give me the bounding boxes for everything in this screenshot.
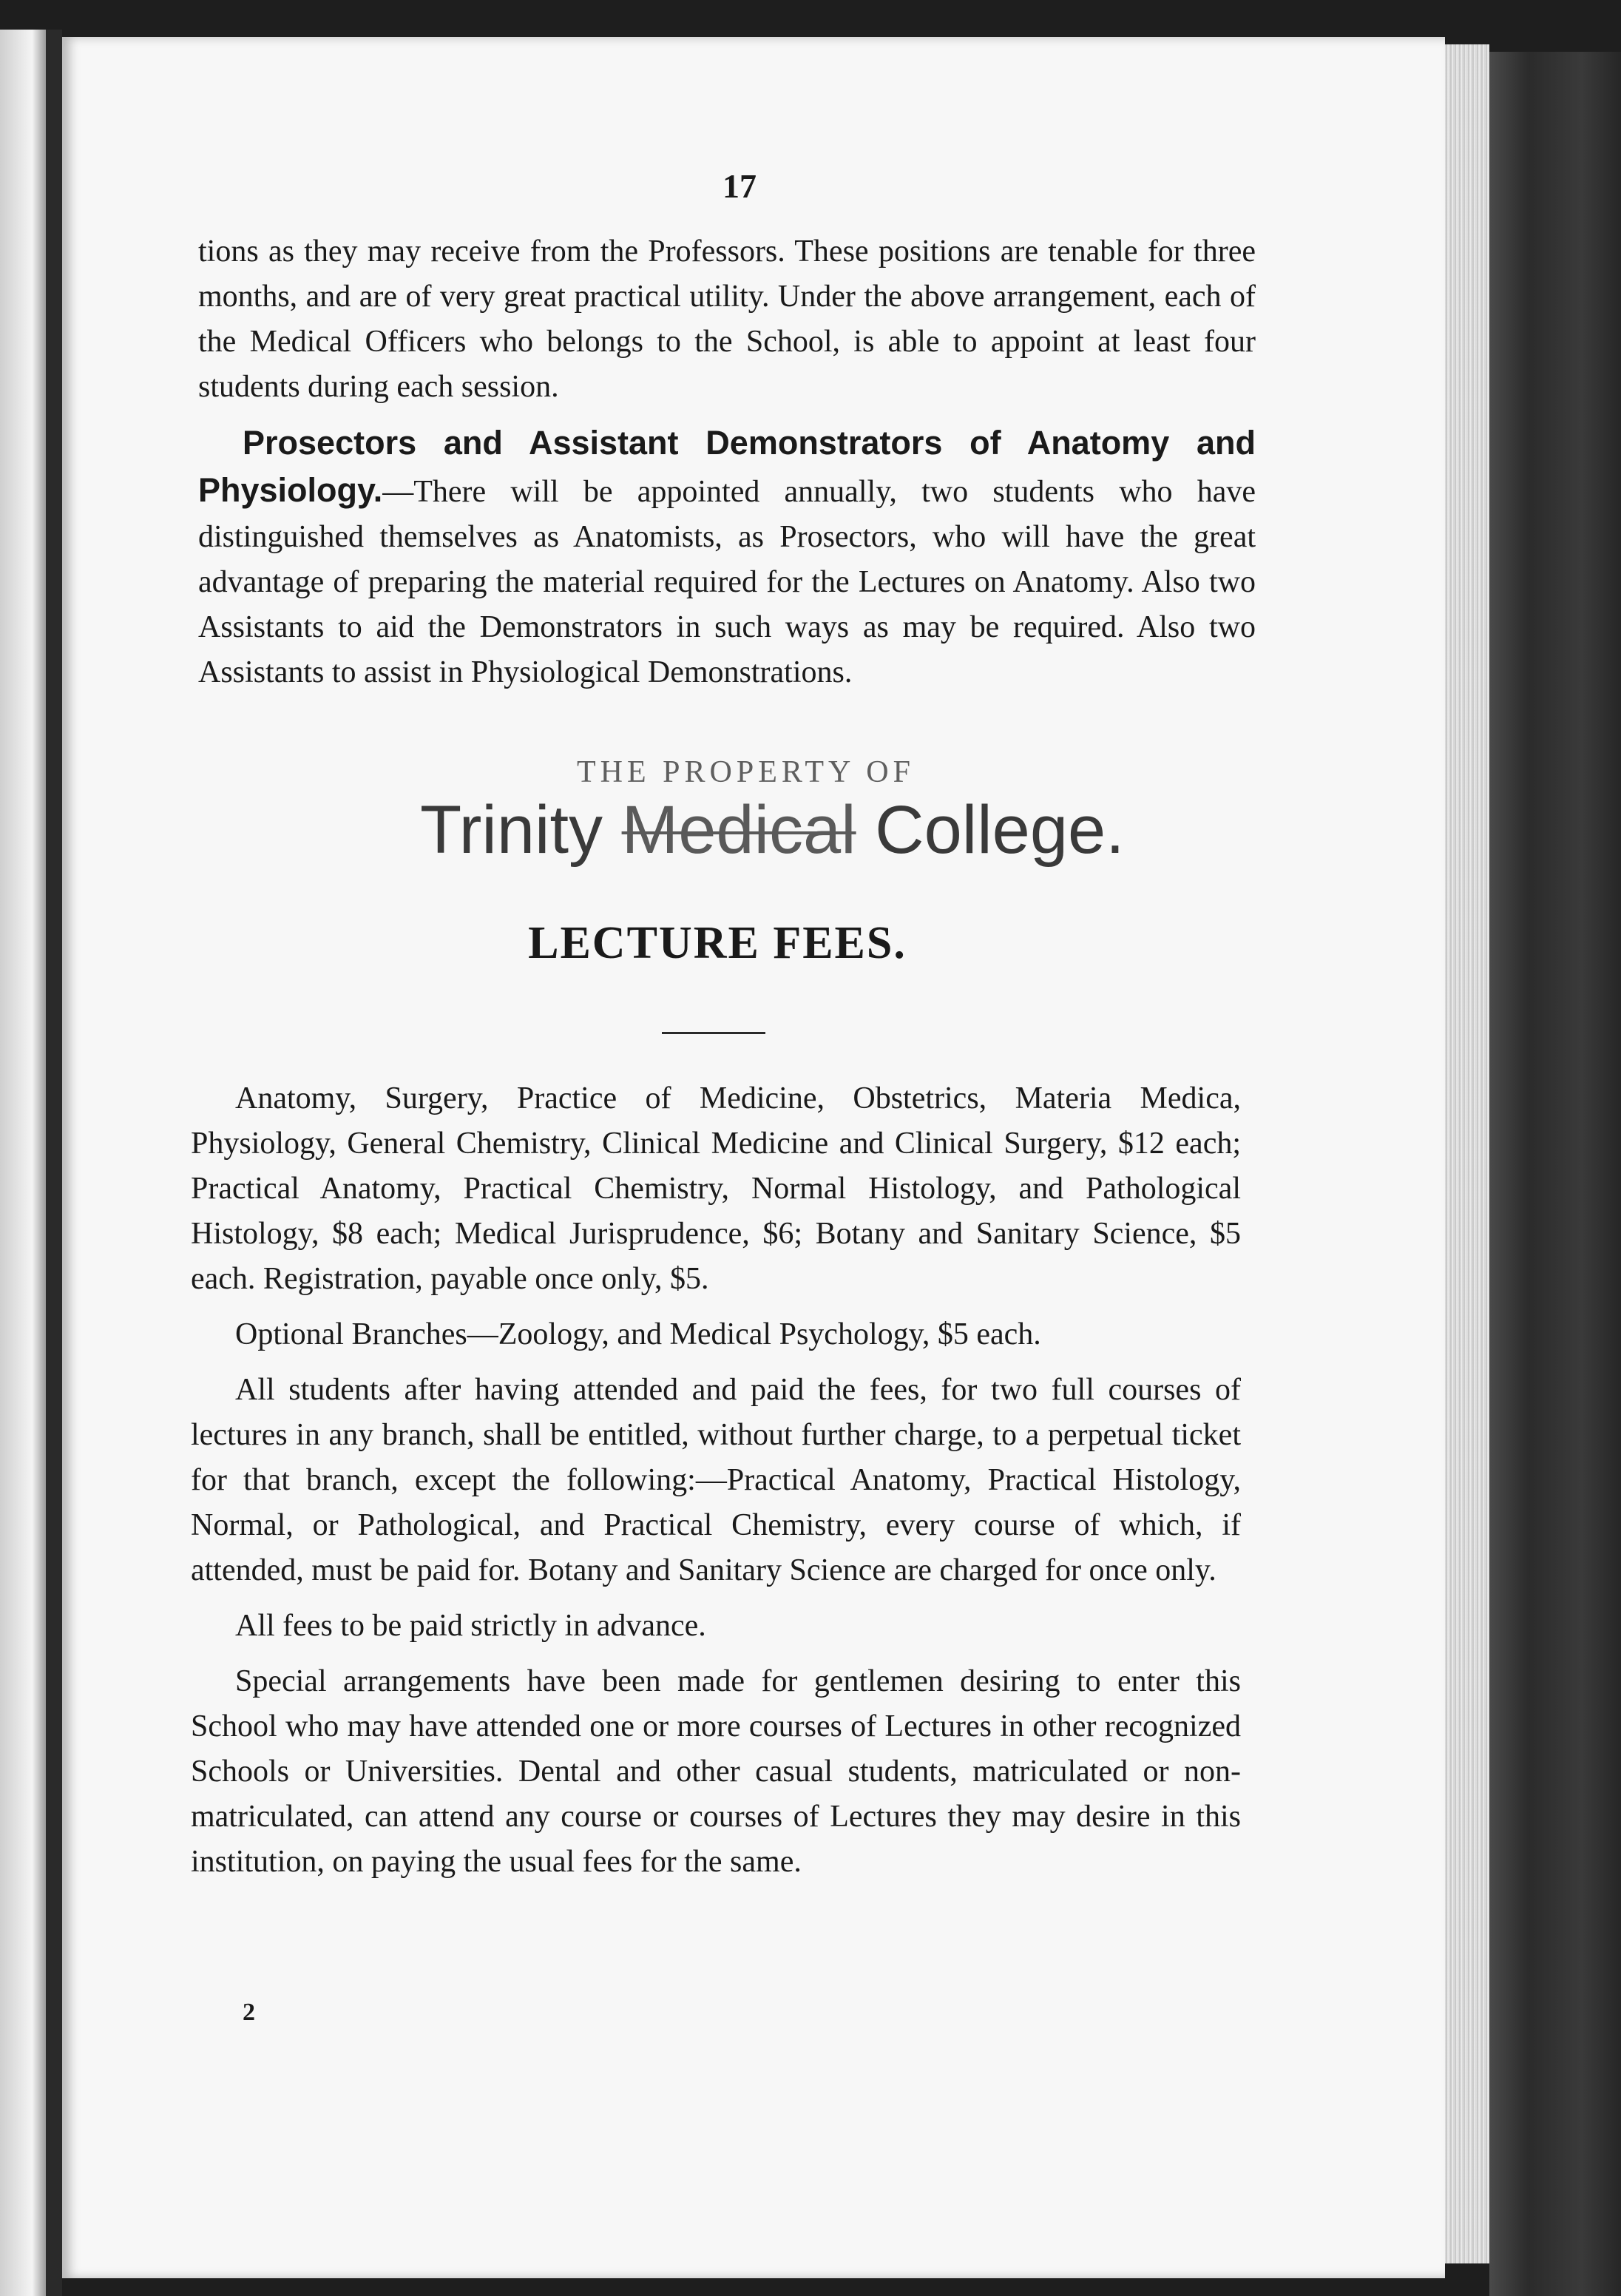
prosectors-heading: Prosectors and Assistant Demonstrators of Anatomy and Physiology. [198,424,1256,509]
advance-payment-paragraph: All fees to be paid strictly in advance. [235,1609,706,1643]
page-stack-edges [1445,44,1489,2263]
page-number: 17 [722,167,757,205]
top-text-block [198,229,1256,706]
stamp-name-struck: Medical [621,792,856,868]
stamp-name-end: College. [875,792,1125,868]
book-gutter [46,30,62,2296]
fees-paragraph: Anatomy, Surgery, Practice of Medicine, Obstetrics, Materia Medica, Physiology, General Chemistry, Clinical Medicine and Clinical Surgery, $12 each; Practical Anatomy, Practical Chemistry, Normal Histology, and Pathological Histology, $8 each; Medical Jurisprudence, $6; Botany and Sanitary Science, $5 each. Registration, payable once only, $5. [191,1081,1241,1296]
special-arrangements-paragraph: Special arrangements have been made for gentlemen desiring to enter this School who may have attended one or more courses of Lectures in other recognized Schools or Universities. Dental and other casual students, matriculated or non-matriculated, can attend any course or courses of Lectures they may desire in this institution, on paying the usual fees for the same. [191,1664,1241,1879]
optional-branches-paragraph: Optional Branches—Zoology, and Medical Psychology, $5 each. [235,1317,1041,1351]
prosectors-text: —There will be appointed annually, two students who have distinguished themselves as Anatomists, as Prosectors, who will have the great advantage of preparing the material required for the Lectures on Anatomy. Also two Assistants to aid the Demonstrators in such ways as may be required. Also two Assistants to assist in Physiological Demonstrations. [198,475,1256,689]
section-heading: LECTURE FEES. [528,918,907,968]
fees-text-block [191,1076,1241,1895]
stamp-name-start: Trinity [420,792,603,868]
book-cover-edge [1489,52,1621,2296]
signature-mark: 2 [243,1999,255,2026]
perpetual-ticket-paragraph: All students after having attended and paid the fees, for two full courses of lectures in any branch, shall be entitled, without further charge, to a perpetual ticket for that branch, except the following:—Practical Anatomy, Practical Histology, Normal, or Pathological, and Practical Chemistry, every course of which, if attended, must be paid for. Botany and Sanitary Science are charged for once only. [191,1373,1241,1587]
ownership-stamp-line: THE PROPERTY OF [577,755,915,789]
left-page-edge [0,30,46,2296]
intro-paragraph: tions as they may receive from the Professors. These positions are tenable for three months, and are of very great practical utility. Under the above arrangement, each of the Medical Officers who belongs to the School, is able to appoint at least four students during each session. [198,234,1256,404]
ownership-stamp-name [420,791,1160,869]
prosectors-paragraph [198,420,1256,695]
heading-rule [662,1032,765,1034]
